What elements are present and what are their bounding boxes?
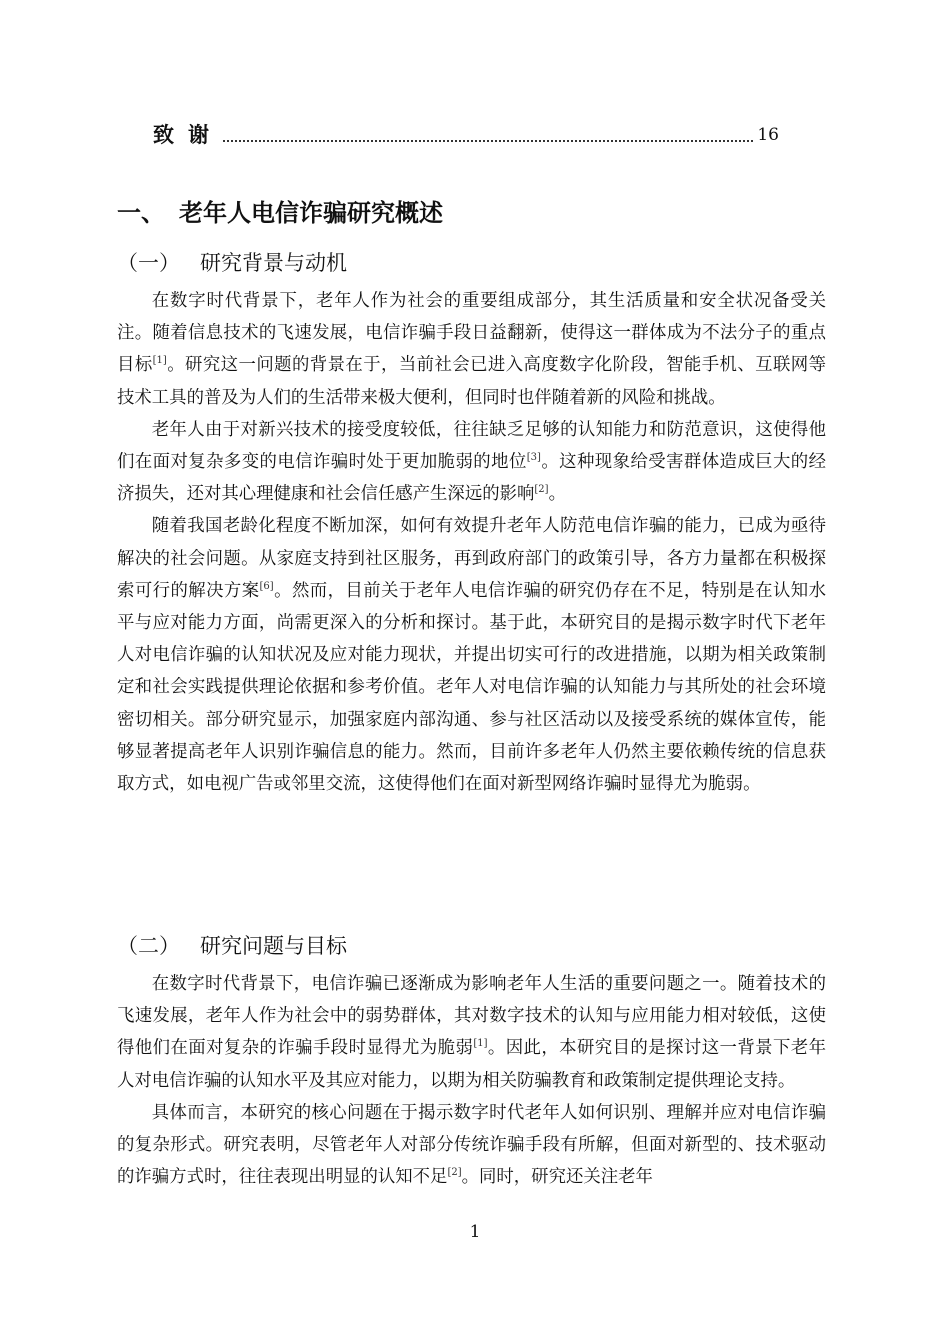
section-number: （二） [117,934,180,958]
citation-ref[interactable]: [2] [534,484,549,496]
section-heading-background [117,246,347,280]
paragraph-text: 老年人由于对新兴技术的接受度较低，往往缺乏足够的认知能力和防范意识，这使得他们在面对复杂多变的电信诈骗时处于更加脆弱的地位 [117,419,826,473]
section-number: （一） [117,251,180,275]
chapter-number: 一、 [117,199,165,227]
citation-ref[interactable]: [1] [473,1038,488,1050]
paragraph-text: 在数字时代背景下，电信诈骗已逐渐成为影响老年人生活的重要问题之一。随着技术的飞速发展，老年人作为社会中的弱势群体，其对数字技术的认知与应用能力相对较低，这使得他们在面对复杂的诈骗手段时显得尤为脆弱 [117,974,826,1059]
section-body-questions [117,968,826,1193]
paragraph-text: 在数字时代背景下，老年人作为社会的重要组成部分，其生活质量和安全状况备受关注。随着信息技术的飞速发展，电信诈骗手段日益翻新，使得这一群体成为不法分子的重点目标 [117,291,826,376]
citation-ref[interactable]: [6] [259,580,274,592]
paragraph [117,414,826,511]
paragraph-text: 。然而，目前关于老年人电信诈骗的研究仍存在不足，特别是在认知水平与应对能力方面，尚需更深入的分析和探讨。基于此，本研究目的是揭示数字时代下老年人对电信诈骗的认知状况及应对能力现状，并提出切实可行的改进措施，以期为相关政策制定和社会实践提供理论依据和参考价值。老年人对电信诈骗的认知能力与其所处的社会环境密切相关。部分研究显示，加强家庭内部沟通、参与社区活动以及接受系统的媒体宣传，能够显著提高老年人识别诈骗信息的能力。然而，目前许多老年人仍然主要依赖传统的信息获取方式，如电视广告或邻里交流，这使得他们在面对新型网络诈骗时显得尤为脆弱。 [117,580,826,795]
citation-ref[interactable]: [3] [526,452,541,464]
paragraph [117,510,826,800]
section-title: 研究背景与动机 [200,251,347,275]
section-body-background [117,285,826,800]
citation-ref[interactable]: [1] [152,355,167,367]
section-title: 研究问题与目标 [200,934,347,958]
paragraph [117,285,826,414]
paragraph [117,968,826,1097]
paragraph-text: 随着我国老龄化程度不断加深，如何有效提升老年人防范电信诈骗的能力，已成为亟待解决的社会问题。从家庭支持到社区服务，再到政府部门的政策引导，各方力量都在积极探索可行的解决方案 [117,516,826,601]
paragraph-text: 。同时，研究还关注老年 [461,1167,653,1188]
toc-entry-page: 16 [757,125,779,145]
toc-entry-acknowledgements[interactable] [153,116,779,150]
paragraph-text: 。因此，本研究目的是探讨这一背景下老年人对电信诈骗的认知水平及其应对能力，以期为相关防骗教育和政策制定提供理论支持。 [117,1038,826,1091]
chapter-heading [117,193,443,233]
toc-entry-title: 致谢 [153,123,223,147]
paragraph [117,1097,826,1194]
paragraph-text: 。 [548,484,566,505]
chapter-title: 老年人电信诈骗研究概述 [179,199,443,227]
section-heading-questions [117,929,347,963]
paragraph-text: 具体而言，本研究的核心问题在于揭示数字时代老年人如何识别、理解并应对电信诈骗的复杂形式。研究表明，尽管老年人对部分传统诈骗手段有所解，但面对新型的、技术驱动的诈骗方式时，往往表现出明显的认知不足 [117,1102,826,1188]
citation-ref[interactable]: [2] [447,1167,462,1179]
toc-dot-leader [223,140,753,142]
paragraph-text: 。研究这一问题的背景在于，当前社会已进入高度数字化阶段，智能手机、互联网等技术工具的普及为人们的生活带来极大便利，但同时也伴随着新的风险和挑战。 [117,355,826,408]
paragraph-text: 。这种现象给受害群体造成巨大的经济损失，还对其心理健康和社会信任感产生深远的影响 [117,452,826,505]
page-number: 1 [469,1222,481,1242]
